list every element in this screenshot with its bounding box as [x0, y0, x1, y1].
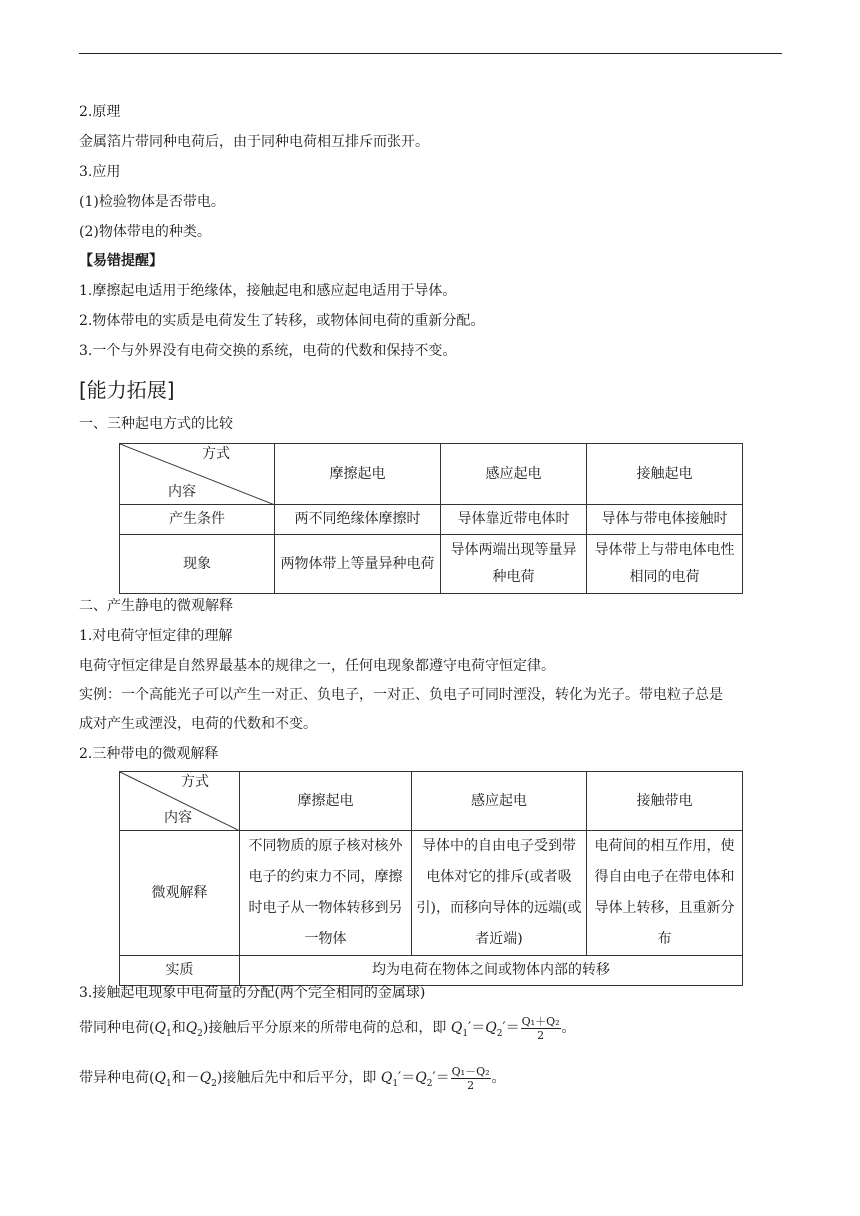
text-line: 实例：一个高能光子可以产生一对正、负电子，一对正、负电子可同时湮没，转化为光子。带电粒子总是 [79, 687, 723, 703]
table-header: 摩擦起电 [275, 444, 441, 505]
row-label: 产生条件 [120, 505, 275, 535]
table-header: 摩擦起电 [240, 772, 412, 831]
text-line: 3.应用 [79, 164, 121, 180]
corner-bottom-label: 内容 [164, 810, 192, 826]
table-header: 接触起电 [587, 444, 743, 505]
text-line: 2.原理 [79, 104, 121, 120]
equation-line: 带同种电荷($Q_1$和$Q_2$)接触后平分原来的所带电荷的总和，即 $Q_1'=Q_2'=$ $\frac{\text{Q₁＋Q₂}}{2}$ 。 [79, 1014, 576, 1042]
text-line: 成对产生或湮没，电荷的代数和不变。 [79, 716, 317, 732]
corner-top-label: 方式 [181, 774, 209, 790]
header-rule [79, 53, 782, 54]
text-line: 3.一个与外界没有电荷交换的系统，电荷的代数和保持不变。 [79, 343, 457, 359]
text-line: (1)检验物体是否带电。 [79, 194, 225, 210]
subheading: 一、三种起电方式的比较 [79, 416, 233, 432]
table-cell: 不同物质的原子核对核外电子的约束力不同，摩擦时电子从一物体转移到另一物体 [240, 831, 412, 956]
fraction: $\frac{\text{Q₁＋Q₂}}{2}$ [521, 1014, 560, 1042]
section-title: [能力拓展] [79, 378, 175, 402]
table-cell: 导体带上与带电体电性相同的电荷 [587, 535, 743, 594]
table-header: 感应起电 [412, 772, 587, 831]
corner-top-label: 方式 [202, 446, 230, 462]
subheading: 二、产生静电的微观解释 [79, 598, 233, 614]
table-cell-merged: 均为电荷在物体之间或物体内部的转移 [240, 956, 743, 986]
table-header: 接触带电 [587, 772, 743, 831]
table-cell: 导体靠近带电体时 [441, 505, 587, 535]
equation-line: 带异种电荷($Q_1$和$-Q_2$)接触后先中和后平分，即 $Q_1'=Q_2'=$ $\frac{\text{Q₁－Q₂}}{2}$ 。 [79, 1064, 506, 1092]
micro-explanation-table [119, 771, 743, 986]
table-header: 感应起电 [441, 444, 587, 505]
text-line: 2.三种带电的微观解释 [79, 746, 219, 762]
table-cell: 导体两端出现等量异种电荷 [441, 535, 587, 594]
comparison-table [119, 443, 743, 594]
text-line: 3.接触起电现象中电荷量的分配(两个完全相同的金属球) [79, 985, 426, 1001]
table-cell: 两不同绝缘体摩擦时 [275, 505, 441, 535]
row-label: 实质 [120, 956, 240, 986]
table-corner-cell [120, 772, 240, 831]
table-corner-cell [120, 444, 275, 505]
text-line: (2)物体带电的种类。 [79, 224, 211, 240]
table-cell: 电荷间的相互作用，使得自由电子在带电体和导体上转移，且重新分布 [587, 831, 743, 956]
row-label: 现象 [120, 535, 275, 594]
table-cell: 两物体带上等量异种电荷 [275, 535, 441, 594]
text-line: 1.摩擦起电适用于绝缘体，接触起电和感应起电适用于导体。 [79, 283, 457, 299]
table-cell: 导体中的自由电子受到带电体对它的排斥(或者吸引)，而移向导体的远端(或者近端) [412, 831, 587, 956]
row-label: 微观解释 [120, 831, 240, 956]
fraction: $\frac{\text{Q₁－Q₂}}{2}$ [451, 1064, 490, 1092]
text-line: 2.物体带电的实质是电荷发生了转移，或物体间电荷的重新分配。 [79, 313, 485, 329]
text-line: 1.对电荷守恒定律的理解 [79, 628, 233, 644]
text-line: 金属箔片带同种电荷后，由于同种电荷相互排斥而张开。 [79, 134, 429, 150]
callout-heading: 【易错提醒】 [79, 253, 163, 269]
corner-bottom-label: 内容 [168, 484, 196, 500]
table-cell: 导体与带电体接触时 [587, 505, 743, 535]
text-line: 电荷守恒定律是自然界最基本的规律之一，任何电现象都遵守电荷守恒定律。 [79, 658, 555, 674]
